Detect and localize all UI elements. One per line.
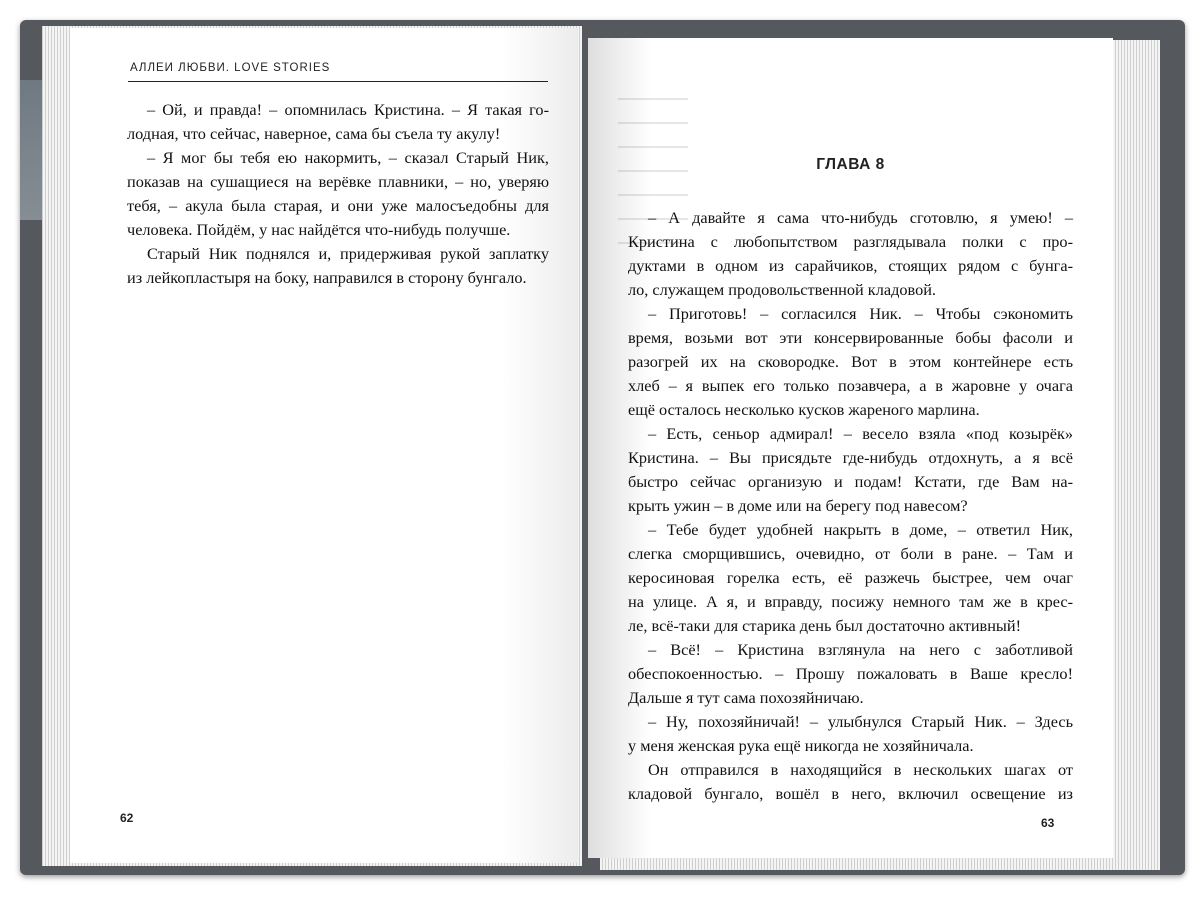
text-line: кладовой бунгало, вошёл в него, включил освещение из	[628, 784, 1073, 803]
right-page	[588, 38, 1113, 858]
paragraph	[628, 206, 1073, 302]
text-line: дуктами в одном из сарайчиков, стоящих рядом с бунга-	[628, 256, 1073, 275]
text-line: – А давайте я сама что-нибудь сготовлю, я умею! –	[648, 208, 1073, 227]
paragraph	[127, 146, 549, 242]
text-line: – Приготовь! – согласился Ник. – Чтобы сэкономить	[648, 304, 1073, 323]
text-line: обеспокоенностью. – Прошу пожаловать в Ваше кресло!	[628, 664, 1073, 683]
header-rule	[128, 81, 548, 82]
text-line: человека. Пойдём, у нас найдётся что-нибудь получше.	[127, 220, 511, 239]
text-line: у меня женская рука ещё никогда не хозяйничала.	[628, 736, 974, 755]
text-line: Он отправился в находящийся в нескольких шагах от	[648, 760, 1073, 779]
page-number: 62	[120, 811, 134, 825]
text-line: из лейкопластыря на боку, направился в сторону бунгало.	[127, 268, 527, 287]
text-line: Старый Ник поднялся и, придерживая рукой заплатку	[147, 244, 549, 263]
paragraph	[127, 242, 549, 290]
left-page	[70, 28, 578, 863]
text-line: время, возьми вот эти консервированные бобы фасоли и	[628, 328, 1073, 347]
text-line: – Всё! – Кристина взглянула на него с заботливой	[648, 640, 1073, 659]
paragraph	[628, 758, 1073, 806]
paragraph	[628, 422, 1073, 518]
text-line: лодная, что сейчас, наверное, сама бы съела ту акулу!	[127, 124, 501, 143]
text-line: на улице. А я, и вправду, посижу немного там же в крес-	[628, 592, 1073, 611]
right-page-text	[628, 206, 1073, 806]
text-line: Кристина. – Вы присядьте где-нибудь отдохнуть, а я всё	[628, 448, 1073, 467]
page-number: 63	[1041, 816, 1055, 830]
text-line: крыть ужин – в доме или на берегу под навесом?	[628, 496, 968, 515]
text-line: Кристина с любопытством разглядывала полки с про-	[628, 232, 1073, 251]
paragraph	[127, 98, 549, 146]
text-line: ещё осталось несколько кусков жареного марлина.	[628, 400, 980, 419]
text-line: слегка сморщившись, очевидно, от боли в ране. – Там и	[628, 544, 1073, 563]
text-line: – Есть, сеньор адмирал! – весело взяла «под козырёк»	[648, 424, 1073, 443]
paragraph	[628, 302, 1073, 422]
paragraph	[628, 710, 1073, 758]
text-line: – Я мог бы тебя ею накормить, – сказал Старый Ник,	[147, 148, 549, 167]
text-line: хлеб – я выпек его только позавчера, а в жаровне у очага	[628, 376, 1073, 395]
paragraph	[628, 638, 1073, 710]
text-line: ле, всё-таки для старика день был достаточно активный!	[628, 616, 1022, 635]
text-line: – Ой, и правда! – опомнилась Кристина. – Я такая го-	[147, 100, 549, 119]
left-page-text	[127, 98, 549, 290]
text-line: керосиновая горелка есть, её разжечь быстрее, чем очаг	[628, 568, 1073, 587]
text-line: – Ну, похозяйничай! – улыбнулся Старый Ник. – Здесь	[648, 712, 1073, 731]
text-line: показав на сушащиеся на верёвке плавники, – но, уверяю	[127, 172, 549, 191]
text-line: Дальше я тут сама похозяйничаю.	[628, 688, 864, 707]
text-line: быстро сейчас организую и подам! Кстати, где Вам на-	[628, 472, 1073, 491]
text-line: – Тебе будет удобней накрыть в доме, – ответил Ник,	[648, 520, 1073, 539]
paragraph	[628, 518, 1073, 638]
text-line: разогрей их на сковородке. Вот в этом контейнере есть	[628, 352, 1073, 371]
text-line: тебя, – акула была старая, и они уже малосъедобны для	[127, 196, 549, 215]
chapter-title: ГЛАВА 8	[816, 156, 885, 173]
running-head: АЛЛЕИ ЛЮБВИ. LOVE STORIES	[130, 62, 331, 74]
text-line: ло, служащем продовольственной кладовой.	[628, 280, 936, 299]
